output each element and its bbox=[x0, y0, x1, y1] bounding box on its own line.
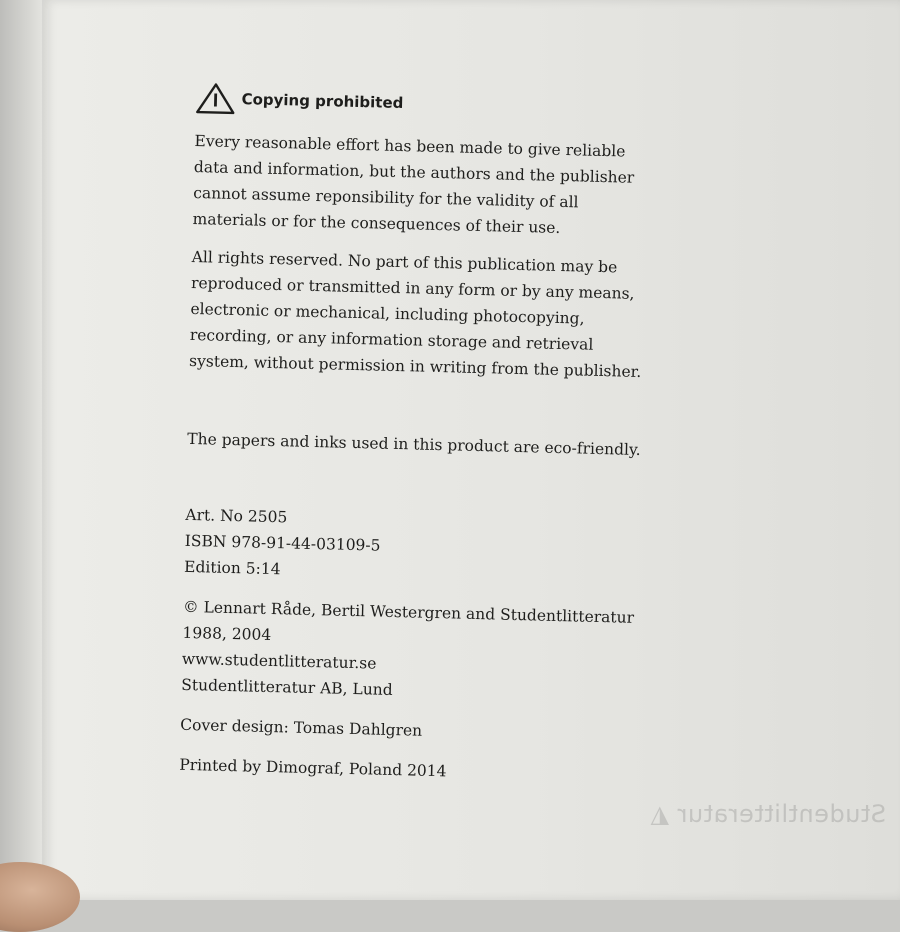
text-line: recording, or any information storage and retrieval bbox=[189, 325, 594, 354]
notice-heading: Copying prohibited bbox=[241, 90, 404, 113]
printer-credit: Printed by Dimograf, Poland 2014 bbox=[179, 755, 447, 781]
text-line: All rights reserved. No part of this publication may be bbox=[191, 247, 618, 277]
copyright-page-content bbox=[179, 82, 676, 804]
publisher-watermark-logo: Studentlitteratur ◭ bbox=[650, 800, 887, 828]
edition: Edition 5:14 bbox=[183, 557, 281, 579]
text-line: electronic or mechanical, including photocopying, bbox=[190, 299, 585, 328]
copyright-years: 1988, 2004 bbox=[182, 623, 272, 645]
cover-design-credit: Cover design: Tomas Dahlgren bbox=[180, 715, 423, 740]
copyright-holders: © Lennart Råde, Bertil Westergren and Studentlitteratur bbox=[182, 597, 635, 627]
publisher-name: Studentlitteratur AB, Lund bbox=[181, 675, 393, 699]
text-line: Every reasonable effort has been made to give reliable bbox=[194, 131, 626, 161]
text-line: system, without permission in writing from the publisher. bbox=[188, 351, 642, 381]
eco-statement: The papers and inks used in this product are eco-friendly. bbox=[187, 429, 641, 459]
left-page-edge bbox=[0, 0, 42, 900]
article-number: Art. No 2505 bbox=[185, 505, 288, 527]
isbn: ISBN 978-91-44-03109-5 bbox=[184, 531, 381, 555]
text-line: reproduced or transmitted in any form or by any means, bbox=[190, 273, 635, 303]
text-line: cannot assume reponsibility for the validity of all bbox=[193, 183, 579, 212]
publisher-website: www.studentlitteratur.se bbox=[181, 649, 377, 673]
warning-triangle-icon bbox=[195, 82, 236, 115]
text-line: materials or for the consequences of their use. bbox=[192, 209, 561, 237]
text-line: data and information, but the authors and the publisher bbox=[193, 157, 635, 187]
bibliographic-info bbox=[179, 502, 666, 790]
rights-paragraph bbox=[189, 244, 672, 386]
disclaimer-paragraph bbox=[192, 128, 674, 244]
